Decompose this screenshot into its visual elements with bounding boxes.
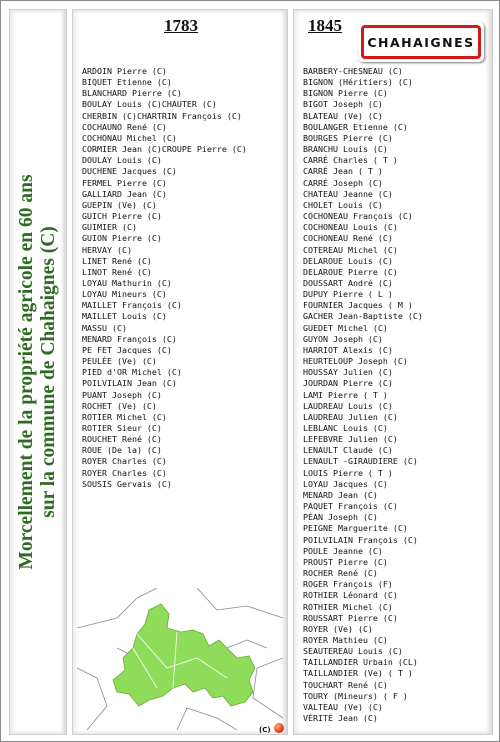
owner-name: COTEREAU Michel (C) xyxy=(303,244,398,255)
owner-name: GUEPIN (Ve) (C) xyxy=(82,199,157,210)
owner-name: CARRÉ Jean ( T ) xyxy=(303,166,383,177)
owner-name: POULE Jeanne (C) xyxy=(303,545,383,556)
owner-name: MASSU (C) xyxy=(82,322,127,333)
owner-name: BIGNON (Héritiers) (C) xyxy=(303,77,413,88)
owner-name: ROUCHET René (C) xyxy=(82,434,162,445)
owner-name: CHATEAU Jeanne (C) xyxy=(303,188,393,199)
owner-name: LOYAU Jacques (C) xyxy=(303,478,388,489)
owner-list-1845 xyxy=(303,66,423,724)
owner-name: COCHONEAU René (C) xyxy=(303,233,393,244)
owner-name: ROTHIER Léonard (C) xyxy=(303,590,398,601)
owner-name: LINET René (C) xyxy=(82,255,152,266)
owner-name: HEURTELOUP Joseph (C) xyxy=(303,356,408,367)
owner-name: BIQUET Etienne (C) xyxy=(82,77,172,88)
owner-name: DOULAY Louis (C) xyxy=(82,155,162,166)
owner-name: TOUCHART René (C) xyxy=(303,679,388,690)
owner-name: ROUE (De la) (C) xyxy=(82,445,162,456)
owner-name: SEAUTEREAU Louis (C) xyxy=(303,646,403,657)
owner-name: ROTIER Sieur (C) xyxy=(82,423,162,433)
owner-name: COCHONAU Michel (C) xyxy=(82,132,177,143)
owner-name: ROTIER Michel (C) xyxy=(82,411,167,422)
owner-name: ROTHIER Michel (C) xyxy=(303,601,393,612)
column-1783 xyxy=(72,9,288,735)
owner-name: COCHONEAU François (C) xyxy=(303,211,413,222)
owner-name: ROUSSART Pierre (C) xyxy=(303,612,398,623)
owner-name: SOUSIS Gervais (C) xyxy=(82,478,172,489)
owner-name: PAQUET François (C) xyxy=(303,501,398,512)
owner-name: LOYAU Mathurin (C) xyxy=(82,277,172,288)
owner-name: POILVILAIN Jean (C) xyxy=(82,378,177,389)
owner-name: LENAULT Claude (C) xyxy=(303,445,393,456)
owner-name: BRANCHU Louis (C) xyxy=(303,144,388,155)
title-panel xyxy=(9,9,67,735)
owner-name: HOUSSAY Julien (C) xyxy=(303,367,393,378)
owner-name: PIED d'OR Michel (C) xyxy=(82,367,182,378)
owner-name: GUIMIER (C) xyxy=(82,222,137,233)
owner-name: DELAROUE Pierre (C) xyxy=(303,266,398,277)
owner-name: GACHER Jean-Baptiste (C) xyxy=(303,311,423,322)
owner-name: PE FET Jacques (C) xyxy=(82,344,172,355)
owner-name: MENARD Jean (C) xyxy=(303,489,378,500)
owner-name: ROGER François (F) xyxy=(303,579,393,590)
map-legend: (C) xyxy=(259,726,271,734)
owner-name: GUION Pierre (C) xyxy=(82,233,162,244)
owner-name: ROCHER René (C) xyxy=(303,568,378,579)
owner-name: GUEDET Michel (C) xyxy=(303,322,388,333)
owner-name: TOURY (Mineurs) ( F ) xyxy=(303,690,408,701)
owner-name: CARRÉ Joseph (C) xyxy=(303,177,383,188)
owner-name: DUCHENE Jacques (C) xyxy=(82,166,177,177)
owner-name: GUYON Joseph (C) xyxy=(303,333,383,344)
owner-name: LINOT René (C) xyxy=(82,266,152,277)
vertical-title xyxy=(10,10,66,734)
commune-area xyxy=(113,604,255,706)
owner-name: VÉRITÉ Jean (C) xyxy=(303,713,378,724)
owner-name: BOULAY Louis (C)CHAUTER (C) xyxy=(82,99,217,110)
owner-name: PUANT Joseph (C) xyxy=(82,389,162,400)
owner-name: POILVILAIN François (C) xyxy=(303,534,418,545)
owner-name: MAILLET Louis (C) xyxy=(82,311,167,322)
owner-name: FOURNIER Jacques ( M ) xyxy=(303,300,413,311)
owner-name: BOURGES Pierre (C) xyxy=(303,132,393,143)
title-line-1: Morcellement de la propriété agricole en 60 ans xyxy=(16,174,37,570)
owner-name: CHERBIN (C)CHARTRIN François (C) xyxy=(82,110,242,121)
title-line-2: sur la commune de Chahaignes (C) xyxy=(38,226,59,518)
owner-name: ROYER (Ve) (C) xyxy=(303,623,373,634)
owner-name: LOYAU Mineurs (C) xyxy=(82,289,167,300)
commune-map xyxy=(77,588,283,730)
owner-name: GALLIARD Jean (C) xyxy=(82,188,167,199)
owner-name: LEBLANC Louis (C) xyxy=(303,423,388,433)
owner-name: COCHAUNO René (C) xyxy=(82,121,167,132)
owner-name: CHOLET Louis (C) xyxy=(303,199,383,210)
owner-name: LAUDREAU Louis (C) xyxy=(303,400,393,411)
owner-name: BIGNON Pierre (C) xyxy=(303,88,388,99)
owner-name: PROUST Pierre (C) xyxy=(303,556,388,567)
owner-name: CORMIER Jean (C)CROUPE Pierre (C) xyxy=(82,144,247,155)
location-marker-icon xyxy=(274,723,284,733)
town-sign xyxy=(358,22,484,62)
owner-name: MENARD François (C) xyxy=(82,333,177,344)
owner-name: PEIGNE Marguerite (C) xyxy=(303,523,408,534)
owner-name: PÉAN Joseph (C) xyxy=(303,512,378,523)
owner-name: VALTEAU (Ve) (C) xyxy=(303,701,383,712)
owner-name: LOUIS Pierre ( T ) xyxy=(303,467,393,478)
owner-name: LAMI Pierre ( T ) xyxy=(303,389,388,400)
owner-name: ROYER Mathieu (C) xyxy=(303,634,388,645)
owner-name: ROYER Charles (C) xyxy=(82,467,167,478)
owner-name: LENAULT -GIRAUDIERE (C) xyxy=(303,456,418,467)
owner-name: DELAROUE Louis (C) xyxy=(303,255,393,266)
owner-name: BOULANGER Etienne (C) xyxy=(303,121,408,132)
owner-name: BARBERY-CHESNEAU (C) xyxy=(303,66,403,76)
owner-name: CARRÉ Charles ( T ) xyxy=(303,155,398,166)
owner-name: HERVAY (C) xyxy=(82,244,132,255)
owner-name: FERMEL Pierre (C) xyxy=(82,177,167,188)
owner-name: JOURDAN Pierre (C) xyxy=(303,378,393,389)
owner-name: TAILLANDIER Urbain (CL) xyxy=(303,657,418,668)
owner-name: BIGOT Joseph (C) xyxy=(303,99,383,110)
owner-name: BLATEAU (Ve) (C) xyxy=(303,110,383,121)
owner-name: BLANCHARD Pierre (C) xyxy=(82,88,182,99)
year-heading-1783: 1783 xyxy=(164,16,198,35)
owner-name: COCHONEAU Louis (C) xyxy=(303,222,398,233)
year-heading-1845: 1845 xyxy=(308,16,342,35)
owner-name: DUPUY Pierre ( L ) xyxy=(303,289,393,300)
column-1845 xyxy=(293,9,493,735)
owner-name: TAILLANDIER (Ve) ( T ) xyxy=(303,668,413,679)
town-sign-text: CHAHAIGNES xyxy=(361,25,481,59)
owner-name: LEFEBVRE Julien (C) xyxy=(303,434,398,445)
owner-name: MAILLET François (C) xyxy=(82,300,182,311)
owner-name: GUICH Pierre (C) xyxy=(82,211,162,222)
owner-name: ROYER Charles (C) xyxy=(82,456,167,467)
owner-name: DOUSSART André (C) xyxy=(303,277,393,288)
owner-name: HARRIOT Alexis (C) xyxy=(303,344,393,355)
owner-name: ROCHET (Ve) (C) xyxy=(82,400,157,411)
owner-list-1783 xyxy=(82,66,247,490)
owner-name: PEULÉE (Ve) (C) xyxy=(82,356,157,367)
owner-name: LAUDREAU Julien (C) xyxy=(303,411,398,422)
owner-name: ARDOIN Pierre (C) xyxy=(82,66,167,76)
